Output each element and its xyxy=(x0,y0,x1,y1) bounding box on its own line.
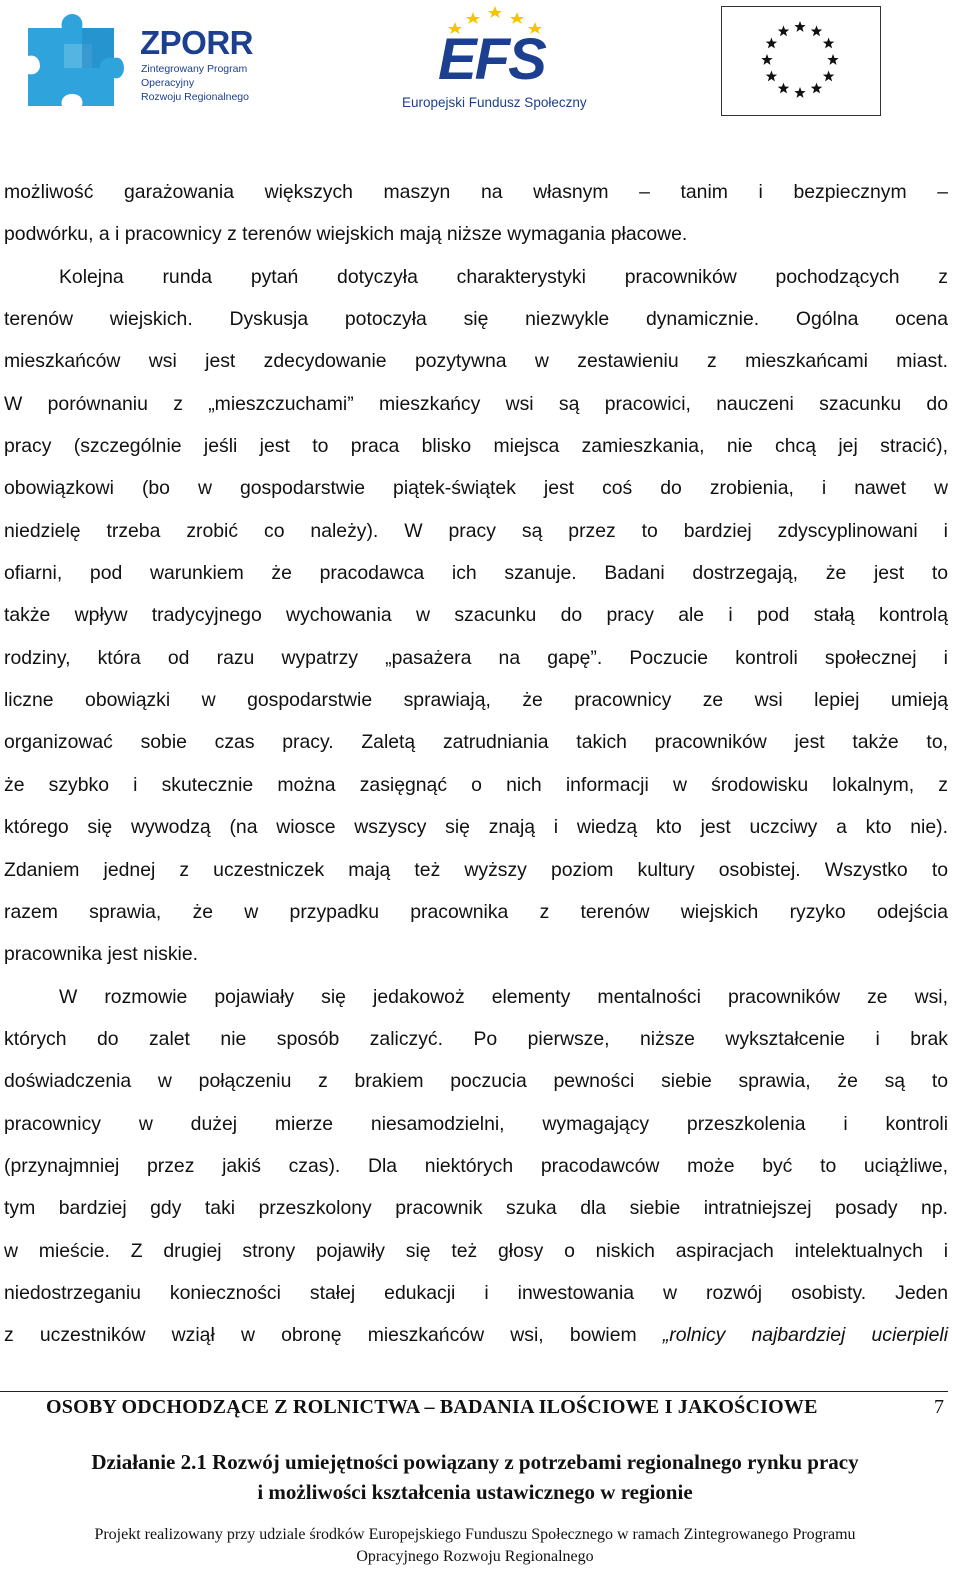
text-line: którego się wywodzą (na wiosce wszyscy się znają i wiedzą kto jest uczciwy a kto nie). xyxy=(4,816,948,839)
text-line: mieszkańców wsi jest zdecydowanie pozytywna w zestawieniu z mieszkańcami miast. xyxy=(4,350,948,373)
puzzle-icon xyxy=(24,10,124,110)
text-line: Kolejna runda pytań dotyczyła charakterystyki pracowników pochodzących z xyxy=(59,265,948,288)
text-line: możliwość garażowania większych maszyn na własnym – tanim i bezpiecznym – xyxy=(4,181,948,203)
footer-rule xyxy=(0,1391,948,1392)
eu-star-icon xyxy=(794,21,805,32)
efs-title: EFS xyxy=(438,27,545,92)
text-line: że szybko i skutecznie można zasięgnąć o nich informacji w środowisku lokalnym, z xyxy=(4,773,948,796)
header-logos xyxy=(0,0,960,125)
eu-star-icon xyxy=(823,38,834,49)
project-note-line: Opracyjnego Rozwoju Regionalnego xyxy=(356,1548,594,1565)
zporr-logo xyxy=(24,10,264,110)
document-body xyxy=(4,171,948,1357)
text-line: także wpływ tradycyjnego wychowania w szacunku do pracy ale i pod stałą kontrolą xyxy=(4,604,948,627)
zporr-subtitle-line: Zintegrowany Program xyxy=(141,63,248,75)
zporr-title: ZPORR xyxy=(140,24,253,61)
text-line: terenów wiejskich. Dyskusja potoczyła się niezwykle dynamicznie. Ogólna ocena xyxy=(4,308,948,331)
text-line: których do zalet nie sposób zaliczyć. Po pierwsze, niższe wykształcenie i brak xyxy=(4,1027,948,1050)
action-title-line: Działanie 2.1 Rozwój umiejętności powiązany z potrzebami regionalnego rynku pracy xyxy=(91,1450,859,1474)
text-line: (przynajmniej przez jakiś czas). Dla niektórych pracodawców może być to uciążliwe, xyxy=(4,1154,948,1177)
text-line: niedzielę trzeba zrobić co należy). W pracy są przez to bardziej zdyscyplinowani i xyxy=(4,519,948,542)
page-number: 7 xyxy=(934,1396,944,1418)
text-line-plain: z uczestników wziął w obronę mieszkańców wsi, bowiem xyxy=(4,1324,663,1347)
zporr-subtitle-line: Rozwoju Regionalnego xyxy=(141,91,249,103)
text-line: organizować sobie czas pracy. Zaletą zatrudniania takich pracowników jest także to, xyxy=(4,731,948,754)
eu-flag-icon xyxy=(721,6,881,116)
eu-stars-circle-icon xyxy=(722,7,879,114)
text-line: Zdaniem jednej z uczestniczek mają też wyższy poziom kultury osobistej. Wszystko to xyxy=(4,858,948,881)
text-line: rodziny, która od razu wypatrzy „pasażera na gapę”. Poczucie kontroli społecznej i xyxy=(4,646,948,669)
text-line: pracy (szczególnie jeśli jest to praca blisko miejsca zamieszkania, nie chcą jej stracić), xyxy=(4,435,948,458)
italic-quote: „rolnicy najbardziej ucierpieli xyxy=(662,1324,948,1347)
text-line: pracownicy w dużej mierze niesamodzielni, wymagający przeszkolenia i kontroli xyxy=(4,1112,948,1135)
text-line: pracownika jest niskie. xyxy=(4,943,198,966)
text-line: obowiązkowi (bo w gospodarstwie piątek-świątek jest coś do zrobienia, i nawet w xyxy=(4,477,948,500)
efs-logo xyxy=(400,4,585,116)
text-line: w mieście. Z drugiej strony pojawiły się też głosy o niskich aspiracjach intelektualnych i xyxy=(4,1239,948,1262)
text-line xyxy=(4,1314,948,1356)
eu-star-icon xyxy=(811,25,822,36)
text-line: podwórku, a i pracownicy z terenów wiejskich mają niższe wymagania płacowe. xyxy=(4,223,688,246)
zporr-subtitle-line: Operacyjny xyxy=(141,77,195,89)
eu-star-icon xyxy=(827,54,838,65)
eu-star-icon xyxy=(823,71,834,82)
eu-star-icon xyxy=(794,87,805,98)
efs-caption: Europejski Fundusz Społeczny xyxy=(402,95,587,110)
action-title-line: i możliwości kształcenia ustawicznego w regionie xyxy=(257,1480,693,1504)
eu-star-icon xyxy=(761,54,772,65)
text-line: niedostrzeganiu konieczności stałej edukacji i inwestowania w rozwój osobisty. Jeden xyxy=(4,1281,948,1304)
text-line: liczne obowiązki w gospodarstwie sprawiają, że pracownicy ze wsi lepiej umieją xyxy=(4,689,948,712)
running-title: OSOBY ODCHODZĄCE Z ROLNICTWA – BADANIA ILOŚCIOWE I JAKOŚCIOWE xyxy=(46,1396,818,1418)
eu-star-icon xyxy=(811,83,822,94)
eu-star-icon xyxy=(766,38,777,49)
text-line: doświadczenia w połączeniu z brakiem poczucia pewności siebie sprawia, że są to xyxy=(4,1070,948,1093)
text-line: razem sprawia, że w przypadku pracownika z terenów wiejskich ryzyko odejścia xyxy=(4,900,948,923)
eu-star-icon xyxy=(778,83,789,94)
project-note-line: Projekt realizowany przy udziale środków Europejskiego Funduszu Społecznego w ramach Zintegrowanego Programu xyxy=(94,1526,856,1543)
text-line: W porównaniu z „mieszczuchami” mieszkańcy wsi są pracowici, nauczeni szacunku do xyxy=(4,392,948,415)
text-line: ofiarni, pod warunkiem że pracodawca ich szanuje. Badani dostrzegają, że jest to xyxy=(4,562,948,585)
text-line: tym bardziej gdy taki przeszkolony pracownik szuka dla siebie intratniejszej posady np. xyxy=(4,1197,948,1220)
text-line: W rozmowie pojawiały się jedakowoż elementy mentalności pracowników ze wsi, xyxy=(59,985,948,1008)
eu-star-icon xyxy=(766,71,777,82)
eu-star-icon xyxy=(778,25,789,36)
